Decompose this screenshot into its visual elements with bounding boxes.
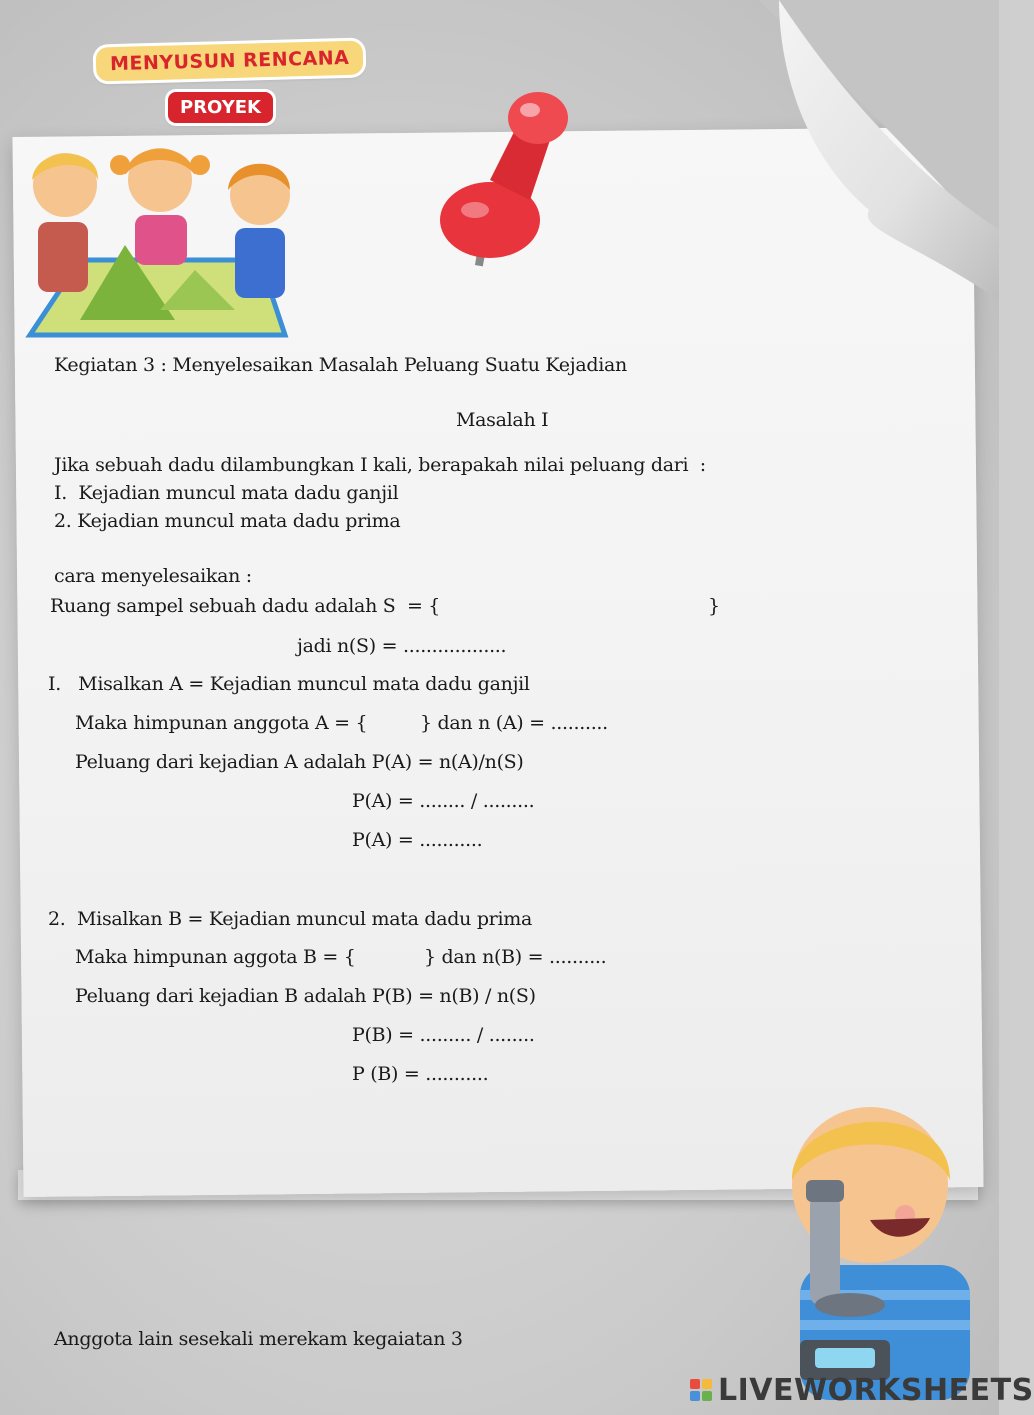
event-b-set: Maka himpunan aggota B = { [75, 946, 356, 968]
children-illustration [10, 140, 290, 340]
event-b-prob-formula: Peluang dari kejadian B adalah P(B) = n(B) / n(S) [75, 985, 536, 1007]
question-item-1: I. Kejadian muncul mata dadu ganjil [54, 482, 399, 504]
problem-title: Masalah I [456, 409, 549, 431]
event-a-set-close: } dan n (A) = .......... [420, 712, 608, 734]
event-b-prob-fraction: P(B) = ......... / ........ [352, 1024, 535, 1046]
question-text: Jika sebuah dadu dilambungkan I kali, berapakah nilai peluang dari : [54, 454, 706, 476]
logo-squares-icon [690, 1379, 712, 1401]
logo-text: LIVEWORKSHEETS [718, 1372, 1034, 1408]
page-subtitle-banner: PROYEK [168, 92, 273, 123]
event-b-prob-result: P (B) = ........... [352, 1063, 489, 1085]
activity-heading: Kegiatan 3 : Menyelesaikan Masalah Peluang Suatu Kejadian [54, 354, 627, 376]
page-curl-decoration [579, 0, 999, 300]
page-title-banner: MENYUSUN RENCANA [96, 41, 364, 82]
question-item-2: 2. Kejadian muncul mata dadu prima [54, 510, 401, 532]
sample-space-line: Ruang sampel sebuah dadu adalah S = { [50, 595, 441, 617]
liveworksheets-logo[interactable] [690, 1373, 1034, 1407]
sample-space-count: jadi n(S) = .................. [297, 635, 507, 657]
boy-with-microscope-illustration [780, 1100, 990, 1400]
event-a-intro: I. Misalkan A = Kejadian muncul mata dadu ganjil [48, 673, 530, 695]
pushpin-icon [430, 80, 580, 270]
event-b-intro: 2. Misalkan B = Kejadian muncul mata dadu prima [48, 908, 532, 930]
event-b-set-close: } dan n(B) = .......... [424, 946, 607, 968]
event-a-prob-formula: Peluang dari kejadian A adalah P(A) = n(A)/n(S) [75, 751, 524, 773]
footer-note: Anggota lain sesekali merekam kegaiatan 3 [54, 1328, 463, 1350]
method-label: cara menyelesaikan : [54, 565, 252, 587]
sample-space-close-brace: } [708, 595, 720, 617]
event-a-prob-result: P(A) = ........... [352, 829, 483, 851]
event-a-prob-fraction: P(A) = ........ / ......... [352, 790, 535, 812]
event-a-set: Maka himpunan anggota A = { [75, 712, 368, 734]
